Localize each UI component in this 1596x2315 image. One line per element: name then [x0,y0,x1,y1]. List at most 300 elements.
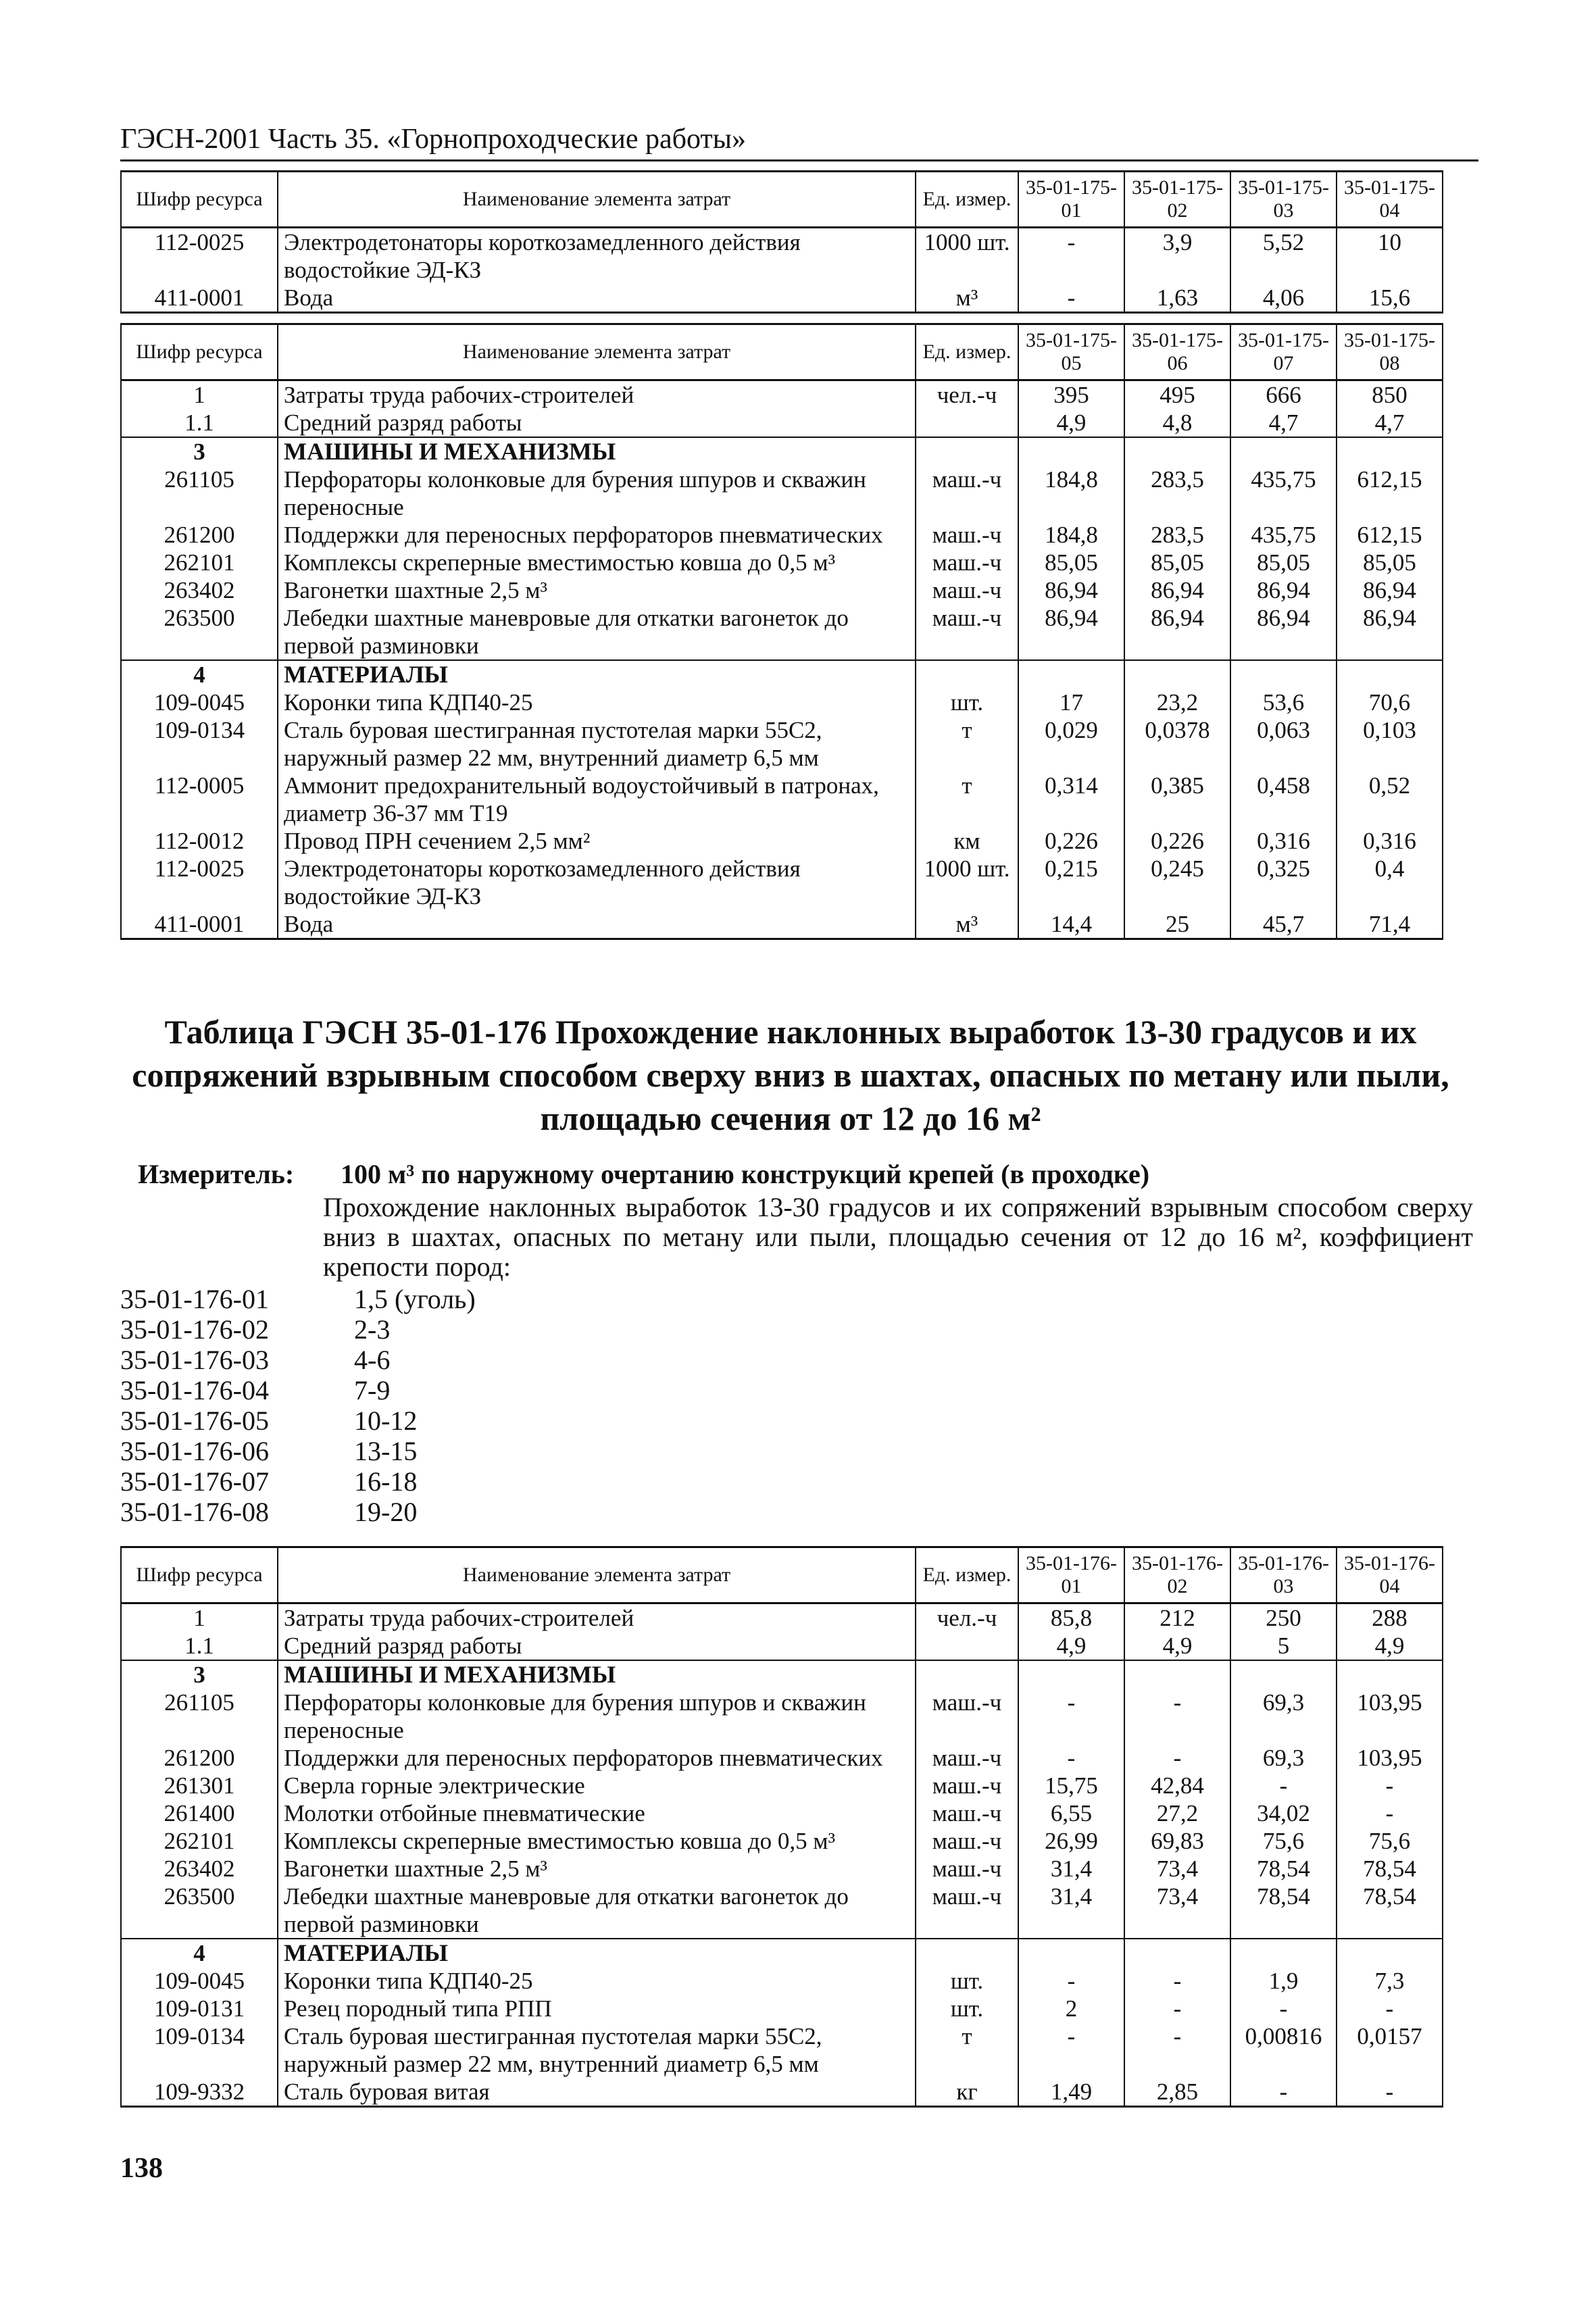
cell-value: 283,5 [1124,466,1230,521]
cell-value: 0,314 [1018,772,1124,827]
cell-value: 0,52 [1337,772,1443,827]
cell-value: 666 [1230,380,1337,409]
cell-value: 283,5 [1124,521,1230,549]
cell-value: 78,54 [1230,1883,1337,1939]
table-header-row [121,324,1443,380]
cell-value: 612,15 [1337,466,1443,521]
cell-value: 1,63 [1124,284,1230,313]
cell-value: - [1337,1772,1443,1799]
cell-name: Перфораторы колонковые для бурения шпуров и скважин переносные [278,466,916,521]
cell-value: 4,7 [1230,409,1337,437]
cell-value: 69,83 [1124,1827,1230,1855]
cell-value [1124,437,1230,466]
cell-value [1230,1939,1337,1967]
cell-code: 261400 [121,1799,278,1827]
cell-unit: т [916,2022,1018,2078]
measure-text: 100 м³ по наружному очертанию конструкций крепей (в проходке) [341,1159,1150,1189]
cell-code: 262101 [121,1827,278,1855]
cell-unit: м³ [916,910,1018,939]
cell-code: 109-0134 [121,2022,278,2078]
variant-row [120,1466,476,1497]
header-norm-code: 35-01-175-06 [1124,324,1230,380]
cell-value: 86,94 [1337,604,1443,660]
cell-value: 86,94 [1337,576,1443,604]
header-name: Наименование элемента затрат [278,1547,916,1603]
cell-value: 6,55 [1018,1799,1124,1827]
cell-value [1124,660,1230,689]
table-row [121,910,1443,939]
cell-value: 288 [1337,1603,1443,1633]
cell-code: 112-0025 [121,228,278,284]
cell-value: 10 [1337,228,1443,284]
cell-unit [916,1939,1018,1967]
cell-value: - [1124,1744,1230,1772]
cell-unit: шт. [916,1995,1018,2022]
cell-value: 31,4 [1018,1883,1124,1939]
cell-unit [916,1660,1018,1689]
cell-code: 263500 [121,604,278,660]
cell-value: 4,8 [1124,409,1230,437]
cell-code: 109-9332 [121,2078,278,2107]
cell-value: 0,325 [1230,855,1337,910]
cell-name: Аммонит предохранительный водоустойчивый в патронах, диаметр 36-37 мм Т19 [278,772,916,827]
table-row [121,549,1443,576]
cell-value [1124,1660,1230,1689]
cell-unit: маш.-ч [916,1883,1018,1939]
cell-value: 86,94 [1230,604,1337,660]
cell-value: 34,02 [1230,1799,1337,1827]
cell-value: - [1124,1689,1230,1744]
header-code: Шифр ресурса [121,324,278,380]
cell-value: 4,9 [1018,1632,1124,1660]
variant-value: 4-6 [354,1345,391,1375]
cell-name: МАТЕРИАЛЫ [278,1939,916,1967]
cell-value: 14,4 [1018,910,1124,939]
cell-value: 184,8 [1018,521,1124,549]
cell-name: Сталь буровая шестигранная пустотелая марки 55С2, наружный размер 22 мм, внутренний диаметр 6,5 мм [278,716,916,772]
cell-value: 45,7 [1230,910,1337,939]
cell-code: 261301 [121,1772,278,1799]
cell-code: 263402 [121,1855,278,1883]
header-name: Наименование элемента затрат [278,324,916,380]
cell-unit: маш.-ч [916,521,1018,549]
cell-value: 53,6 [1230,689,1337,716]
table-row [121,604,1443,660]
table-row [121,1772,1443,1799]
cell-unit: маш.-ч [916,576,1018,604]
cell-value: 0,245 [1124,855,1230,910]
cell-value: 850 [1337,380,1443,409]
cell-name: Вода [278,284,916,313]
cell-value: 184,8 [1018,466,1124,521]
cell-value: 2,85 [1124,2078,1230,2107]
cell-value: - [1230,1772,1337,1799]
variant-row [120,1284,476,1314]
cell-name: Комплексы скреперные вместимостью ковша до 0,5 м³ [278,1827,916,1855]
table-row [121,1939,1443,1967]
header-norm-code: 35-01-175-07 [1230,324,1337,380]
cell-name: Затраты труда рабочих-строителей [278,1603,916,1633]
cell-code: 112-0005 [121,772,278,827]
table-row [121,1855,1443,1883]
cell-unit: м³ [916,284,1018,313]
cell-value: 250 [1230,1603,1337,1633]
variant-list [120,1284,476,1527]
table-row [121,689,1443,716]
cell-name: Провод ПРН сечением 2,5 мм² [278,827,916,855]
header-code: Шифр ресурса [121,1547,278,1603]
cell-code: 3 [121,437,278,466]
cell-code: 263402 [121,576,278,604]
cell-value: 17 [1018,689,1124,716]
cell-code: 109-0045 [121,689,278,716]
header-norm-code: 35-01-175-03 [1230,172,1337,228]
cell-value: 0,4 [1337,855,1443,910]
cell-value: 86,94 [1018,576,1124,604]
cell-code: 4 [121,1939,278,1967]
cell-code: 109-0131 [121,1995,278,2022]
cell-value: 0,316 [1337,827,1443,855]
variant-code: 35-01-176-01 [120,1284,269,1314]
cell-name: МАШИНЫ И МЕХАНИЗМЫ [278,1660,916,1689]
cell-value: 85,05 [1018,549,1124,576]
variant-row [120,1345,476,1375]
cell-name: Лебедки шахтные маневровые для откатки вагонеток до первой разминовки [278,1883,916,1939]
cell-value: 85,05 [1124,549,1230,576]
cell-value: 0,215 [1018,855,1124,910]
cell-value: 612,15 [1337,521,1443,549]
cell-value: 86,94 [1230,576,1337,604]
cell-name: Вагонетки шахтные 2,5 м³ [278,576,916,604]
cell-name: Поддержки для переносных перфораторов пневматических [278,1744,916,1772]
cell-code: 4 [121,660,278,689]
cell-value [1337,1939,1443,1967]
cell-name: Сталь буровая шестигранная пустотелая марки 55С2, наружный размер 22 мм, внутренний диаметр 6,5 мм [278,2022,916,2078]
cell-value: 495 [1124,380,1230,409]
table-row [121,827,1443,855]
cell-value [1230,437,1337,466]
variant-code: 35-01-176-02 [120,1314,269,1345]
header-norm-code: 35-01-176-03 [1230,1547,1337,1603]
table-title: Таблица ГЭСН 35-01-176 Прохождение наклонных выработок 13-30 градусов и их сопряжений взрывным способом сверху вниз в шахтах, опасных по метану или пыли, площадью сечения от 12 до 16 м² [132,1013,1449,1137]
cell-value: 435,75 [1230,466,1337,521]
cell-value: 0,0378 [1124,716,1230,772]
cell-value: - [1124,1995,1230,2022]
cell-value: 42,84 [1124,1772,1230,1799]
cell-value: - [1124,1967,1230,1995]
cell-unit: маш.-ч [916,604,1018,660]
cell-value: 0,385 [1124,772,1230,827]
cell-name: Сталь буровая витая [278,2078,916,2107]
cell-value: 73,4 [1124,1883,1230,1939]
resource-table-175-05-08 [120,323,1443,940]
table-row [121,772,1443,827]
variant-row [120,1314,476,1345]
cell-value: 0,458 [1230,772,1337,827]
cell-unit [916,1632,1018,1660]
table-row [121,1632,1443,1660]
variant-code: 35-01-176-07 [120,1466,269,1497]
cell-unit [916,409,1018,437]
header-code: Шифр ресурса [121,172,278,228]
cell-value: 0,0157 [1337,2022,1443,2078]
cell-unit [916,660,1018,689]
table-row [121,855,1443,910]
cell-value: - [1018,1689,1124,1744]
table-row [121,228,1443,284]
cell-value: - [1230,2078,1337,2107]
cell-value: 85,8 [1018,1603,1124,1633]
cell-value: - [1337,2078,1443,2107]
cell-name: Коронки типа КДП40-25 [278,689,916,716]
header-unit: Ед. измер. [916,172,1018,228]
cell-value [1230,1660,1337,1689]
measure-line [138,1159,1476,1190]
cell-name: Молотки отбойные пневматические [278,1799,916,1827]
cell-value: - [1018,2022,1124,2078]
cell-unit: маш.-ч [916,1827,1018,1855]
cell-value: 86,94 [1018,604,1124,660]
cell-value: 69,3 [1230,1744,1337,1772]
cell-code: 411-0001 [121,284,278,313]
cell-name: Вода [278,910,916,939]
variant-code: 35-01-176-06 [120,1436,269,1466]
header-norm-code: 35-01-176-02 [1124,1547,1230,1603]
cell-unit: т [916,716,1018,772]
variant-value: 10-12 [354,1405,418,1436]
cell-value: 15,75 [1018,1772,1124,1799]
table-row [121,466,1443,521]
cell-code: 263500 [121,1883,278,1939]
table-header-row [121,172,1443,228]
cell-value: 435,75 [1230,521,1337,549]
cell-code: 109-0045 [121,1967,278,1995]
cell-unit [916,437,1018,466]
cell-value: - [1018,228,1124,284]
table-description: Прохождение наклонных выработок 13-30 градусов и их сопряжений взрывным способом сверху вниз в шахтах, опасных по метану или пыли, площадью сечения от 12 до 16 м², коэффициент крепости пород: [323,1192,1473,1282]
cell-value [1337,660,1443,689]
variant-code: 35-01-176-03 [120,1345,269,1375]
cell-code: 1 [121,1603,278,1633]
cell-value: 5 [1230,1632,1337,1660]
variant-value: 16-18 [354,1466,418,1497]
cell-value: 4,06 [1230,284,1337,313]
header-norm-code: 35-01-175-08 [1337,324,1443,380]
cell-value: 3,9 [1124,228,1230,284]
variant-value: 1,5 (уголь) [354,1284,476,1314]
cell-value: 2 [1018,1995,1124,2022]
variant-row [120,1405,476,1436]
cell-name: Электродетонаторы короткозамедленного действия водостойкие ЭД-КЗ [278,855,916,910]
cell-value: 0,316 [1230,827,1337,855]
cell-name: Перфораторы колонковые для бурения шпуров и скважин переносные [278,1689,916,1744]
cell-value: 70,6 [1337,689,1443,716]
cell-value: 78,54 [1230,1855,1337,1883]
variant-row [120,1436,476,1466]
table-row [121,576,1443,604]
variant-row [120,1375,476,1405]
cell-value: - [1018,1967,1124,1995]
cell-value: 4,9 [1018,409,1124,437]
cell-code: 411-0001 [121,910,278,939]
cell-unit: 1000 шт. [916,228,1018,284]
cell-name: Комплексы скреперные вместимостью ковша до 0,5 м³ [278,549,916,576]
cell-code: 3 [121,1660,278,1689]
table-row [121,660,1443,689]
cell-value: 0,226 [1018,827,1124,855]
table-row [121,1995,1443,2022]
cell-value [1337,437,1443,466]
cell-unit: маш.-ч [916,1689,1018,1744]
cell-value: 7,3 [1337,1967,1443,1995]
cell-name: Электродетонаторы короткозамедленного действия водостойкие ЭД-КЗ [278,228,916,284]
table-row [121,1827,1443,1855]
cell-unit: км [916,827,1018,855]
cell-unit: маш.-ч [916,1799,1018,1827]
cell-unit: маш.-ч [916,549,1018,576]
cell-value: 75,6 [1337,1827,1443,1855]
cell-value [1337,1660,1443,1689]
cell-value: 78,54 [1337,1855,1443,1883]
cell-value: 27,2 [1124,1799,1230,1827]
table-row [121,409,1443,437]
table-row [121,716,1443,772]
cell-value: 71,4 [1337,910,1443,939]
cell-value: 103,95 [1337,1689,1443,1744]
table-row [121,380,1443,409]
resource-table-175-01-04 [120,170,1443,314]
table-row [121,2022,1443,2078]
table-row [121,1689,1443,1744]
cell-unit: 1000 шт. [916,855,1018,910]
page-number: 138 [120,2153,163,2184]
cell-value: 103,95 [1337,1744,1443,1772]
cell-value: 86,94 [1124,576,1230,604]
cell-value: 85,05 [1337,549,1443,576]
cell-code: 109-0134 [121,716,278,772]
cell-value: 25 [1124,910,1230,939]
cell-code: 1.1 [121,409,278,437]
table-row [121,1660,1443,1689]
cell-unit: маш.-ч [916,1855,1018,1883]
header-norm-code: 35-01-175-05 [1018,324,1124,380]
cell-value: 5,52 [1230,228,1337,284]
cell-value: 395 [1018,380,1124,409]
variant-row [120,1497,476,1527]
variant-code: 35-01-176-05 [120,1405,269,1436]
cell-value [1018,437,1124,466]
cell-unit: маш.-ч [916,1772,1018,1799]
cell-value: 15,6 [1337,284,1443,313]
table-row [121,1799,1443,1827]
cell-code: 1 [121,380,278,409]
table-row [121,1603,1443,1633]
cell-unit: т [916,772,1018,827]
variant-value: 13-15 [354,1436,418,1466]
cell-value [1124,1939,1230,1967]
cell-name: Поддержки для переносных перфораторов пневматических [278,521,916,549]
cell-code: 261200 [121,1744,278,1772]
cell-unit: шт. [916,1967,1018,1995]
cell-value: 0,063 [1230,716,1337,772]
cell-value: 75,6 [1230,1827,1337,1855]
table-row [121,521,1443,549]
variant-value: 19-20 [354,1497,418,1527]
cell-code: 261105 [121,1689,278,1744]
cell-name: МАТЕРИАЛЫ [278,660,916,689]
cell-code: 112-0025 [121,855,278,910]
table-row [121,2078,1443,2107]
header-norm-code: 35-01-175-01 [1018,172,1124,228]
table-row [121,284,1443,313]
cell-value: 1,9 [1230,1967,1337,1995]
cell-value [1018,660,1124,689]
cell-value: - [1124,2022,1230,2078]
cell-value: 73,4 [1124,1855,1230,1883]
header-name: Наименование элемента затрат [278,172,916,228]
cell-value: 86,94 [1124,604,1230,660]
cell-name: Вагонетки шахтные 2,5 м³ [278,1855,916,1883]
cell-value [1018,1660,1124,1689]
cell-unit: шт. [916,689,1018,716]
header-norm-code: 35-01-175-04 [1337,172,1443,228]
variant-code: 35-01-176-04 [120,1375,269,1405]
measure-label: Измеритель: [138,1159,295,1189]
cell-unit: чел.-ч [916,1603,1018,1633]
variant-code: 35-01-176-08 [120,1497,269,1527]
cell-value: - [1337,1995,1443,2022]
cell-value: 4,7 [1337,409,1443,437]
cell-value: 69,3 [1230,1689,1337,1744]
header-unit: Ед. измер. [916,324,1018,380]
cell-value: 31,4 [1018,1855,1124,1883]
header-norm-code: 35-01-176-04 [1337,1547,1443,1603]
cell-value: - [1018,284,1124,313]
cell-unit: кг [916,2078,1018,2107]
cell-name: Коронки типа КДП40-25 [278,1967,916,1995]
cell-name: Затраты труда рабочих-строителей [278,380,916,409]
table-row [121,1883,1443,1939]
cell-value: 85,05 [1230,549,1337,576]
cell-value: - [1230,1995,1337,2022]
cell-name: Средний разряд работы [278,1632,916,1660]
cell-value: 78,54 [1337,1883,1443,1939]
cell-unit: маш.-ч [916,466,1018,521]
cell-value: - [1018,1744,1124,1772]
cell-name: Средний разряд работы [278,409,916,437]
variant-value: 7-9 [354,1375,391,1405]
cell-code: 112-0012 [121,827,278,855]
cell-code: 262101 [121,549,278,576]
header-unit: Ед. измер. [916,1547,1018,1603]
cell-value: 4,9 [1337,1632,1443,1660]
cell-value: 1,49 [1018,2078,1124,2107]
cell-value: 0,103 [1337,716,1443,772]
cell-value: - [1337,1799,1443,1827]
cell-value [1230,660,1337,689]
resource-table-176-01-04 [120,1546,1443,2108]
cell-value: 0,00816 [1230,2022,1337,2078]
cell-value: 0,226 [1124,827,1230,855]
cell-value: 23,2 [1124,689,1230,716]
cell-name: Сверла горные электрические [278,1772,916,1799]
cell-name: Резец породный типа РПП [278,1995,916,2022]
cell-code: 261200 [121,521,278,549]
cell-value: 4,9 [1124,1632,1230,1660]
cell-unit: маш.-ч [916,1744,1018,1772]
cell-value: 26,99 [1018,1827,1124,1855]
cell-code: 1.1 [121,1632,278,1660]
